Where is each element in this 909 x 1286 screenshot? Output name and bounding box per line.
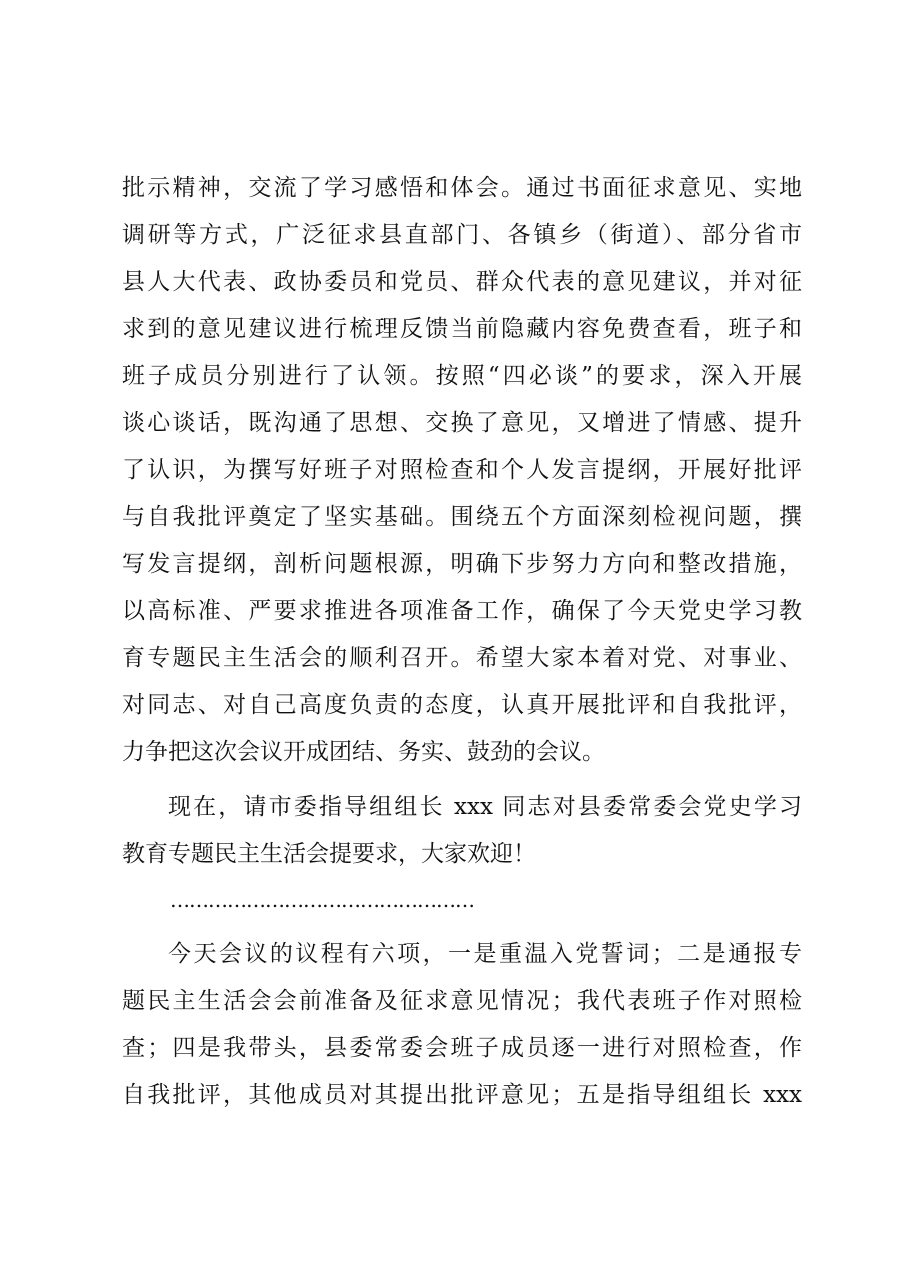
paragraph-line: 自我批评，其他成员对其提出批评意见；五是指导组组长 xxx (122, 1082, 802, 1108)
paragraph-1 (122, 165, 802, 776)
paragraph-line: 对同志、对自己高度负责的态度，认真开展批评和自我批评， (122, 692, 802, 718)
paragraph-line: 与自我批评奠定了坚实基础。围绕五个方面深刻检视问题，撰 (122, 504, 802, 530)
ellipsis-separator: ………………………………………… (170, 888, 474, 912)
paragraph-line: 力争把这次会议开成团结、务实、鼓劲的会议。 (122, 739, 605, 765)
paragraph-line: 写发言提纲，剖析问题根源，明确下步努力方向和整改措施， (122, 551, 802, 577)
paragraph-line: 了认识，为撰写好班子对照检查和个人发言提纲，开展好批评 (122, 457, 802, 483)
paragraph-line: 以高标准、严要求推进各项准备工作，确保了今天党史学习教 (122, 598, 802, 624)
paragraph-3 (122, 931, 802, 1119)
paragraph-line: 谈心谈话，既沟通了思想、交换了意见，又增进了情感、提升 (122, 410, 802, 436)
paragraph-line: 教育专题民主生活会提要求，大家欢迎！ (122, 841, 536, 867)
paragraph-line: 查；四是我带头，县委常委会班子成员逐一进行对照检查，作 (122, 1035, 802, 1061)
paragraph-line: 批示精神，交流了学习感悟和体会。通过书面征求意见、实地 (122, 175, 802, 201)
paragraph-2 (122, 784, 802, 878)
paragraph-line: 今天会议的议程有六项，一是重温入党誓词；二是通报专 (168, 941, 802, 967)
paragraph-line: 育专题民主生活会的顺利召开。希望大家本着对党、对事业、 (122, 645, 802, 671)
paragraph-line: 班子成员分别进行了认领。按照“四必谈”的要求，深入开展 (122, 363, 802, 389)
paragraph-line: 调研等方式，广泛征求县直部门、各镇乡（街道）、部分省市 (122, 222, 802, 248)
paragraph-line: 县人大代表、政协委员和党员、群众代表的意见建议，并对征 (122, 269, 802, 295)
paragraph-line: 现在，请市委指导组组长 xxx 同志对县委常委会党史学习 (168, 794, 802, 820)
paragraph-line: 求到的意见建议进行梳理反馈当前隐藏内容免费查看，班子和 (122, 316, 802, 342)
paragraph-line: 题民主生活会会前准备及征求意见情况；我代表班子作对照检 (122, 988, 802, 1014)
